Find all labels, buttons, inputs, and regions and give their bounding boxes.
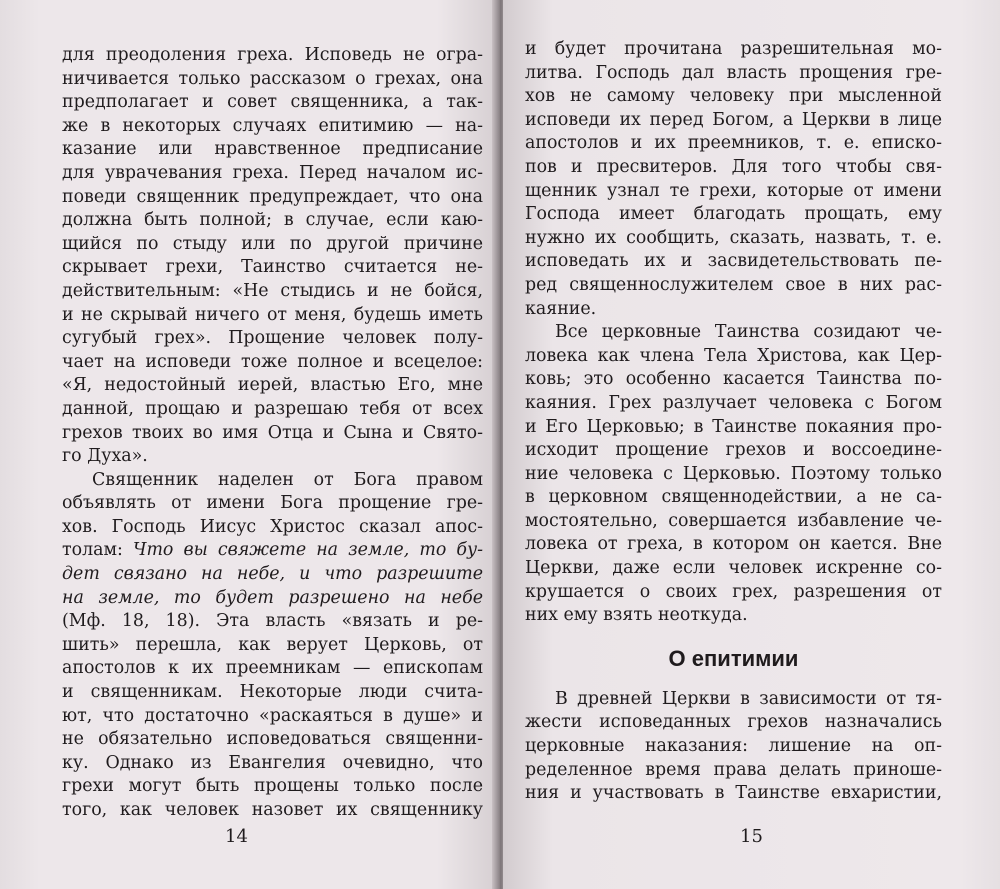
paragraph-3 <box>525 688 942 806</box>
text-line: данной, прощаю и разрешаю тебя от всех <box>62 398 483 419</box>
text-line: действительным: «Не стыдись и не бойся, <box>62 280 483 301</box>
scripture-quote: Что вы свяжете на земле, то бу- <box>133 540 483 561</box>
text-line: и не скрывай ничего от меня, будешь иметь <box>62 304 483 325</box>
text-line: ют, что достаточно «раскаяться в душе» и <box>62 705 483 726</box>
paragraph-1 <box>62 44 483 469</box>
text-line: исповедать их и засвидетельствовать пе- <box>525 251 942 272</box>
text-line: для преодоления греха. Исповедь не огра- <box>62 45 483 65</box>
text-line: и Его Церковью; в Таинстве покаяния про- <box>525 416 942 437</box>
text-line: чает на исповеди тоже полное и всецелое: <box>62 351 483 372</box>
text-line: казание или нравственное предписание <box>62 139 483 160</box>
text-line: ловека от греха, в котором он кается. Вне <box>525 534 942 555</box>
text-line: предполагает и совет священника, а так- <box>62 92 483 113</box>
text-line: ку. Однако из Евангелия очевидно, что <box>62 752 483 773</box>
text-line: того, как человек назовет их священнику <box>62 800 483 820</box>
text-line: должна быть полной; в случае, если каю- <box>62 210 483 231</box>
text-line: грехов твоих во имя Отца и Сына и Свято- <box>62 422 483 443</box>
text-line: же в некоторых случаях епитимию — на- <box>62 115 483 136</box>
text-line: в церковном священнодействии, а не са- <box>525 487 942 508</box>
text-line: ние человека с Церковью. Поэтому только <box>525 463 942 484</box>
text-line: сугубый грех». Прощение человек полу- <box>62 328 483 349</box>
paragraph-2-rest <box>62 610 483 822</box>
page-number: 15 <box>740 826 763 847</box>
text-line: «Я, недостойный иерей, властью Его, мне <box>62 375 483 396</box>
text-line: ния и участвовать в Таинстве евхаристии, <box>525 783 942 804</box>
text-line: грехи могут быть прощены только после <box>62 776 483 797</box>
text-line: (Мф. 18, 18). Эта власть «вязать и ре- <box>62 611 483 632</box>
text-line: Господа имеет благодать прощать, ему <box>525 204 942 225</box>
left-page-text <box>62 44 483 823</box>
text-line: Церкви, даже если человек искренне со- <box>525 558 942 579</box>
text-line: го Духа». <box>62 446 148 467</box>
text-line: крушается о своих грех, разрешения от <box>525 581 942 602</box>
text-line <box>62 587 483 611</box>
text-line: пов и пресвитеров. Для того чтобы свя- <box>525 156 942 177</box>
text-line: мостоятельно, совершается избавление че- <box>525 510 942 531</box>
text-line: щийся по стыду или по другой причине <box>62 233 483 254</box>
paragraph-1 <box>525 38 942 321</box>
text-line: для уврачевания греха. Перед началом ис- <box>62 162 483 183</box>
paragraph-2 <box>525 321 942 628</box>
text-span: толам: <box>62 540 133 561</box>
text-line: каяние. <box>525 298 597 319</box>
text-line: ковь; это особенно касается Таинства по- <box>525 369 942 390</box>
right-page <box>503 0 1000 889</box>
right-page-text <box>525 38 942 806</box>
text-line: объявлять от имени Бога прощение гре- <box>62 493 483 514</box>
page-number: 14 <box>225 826 248 847</box>
text-line: поведи священник предупреждает, что она <box>62 186 483 207</box>
text-line: шить» перешла, как верует Церковь, от <box>62 634 483 655</box>
text-line: жести исповеданных грехов назначались <box>525 712 942 733</box>
text-line: литва. Господь дал власть прощения гре- <box>525 62 942 83</box>
text-line: скрывает грехи, Таинство считается не- <box>62 257 483 278</box>
text-line <box>62 539 483 563</box>
text-line: ловека как члена Тела Христова, как Цер- <box>525 345 942 366</box>
section-heading: О епитимии <box>668 645 799 671</box>
text-line: апостолов и их преемников, т. е. еписко- <box>525 133 942 154</box>
scripture-quote: дет связано на небе, и что разрешите <box>62 564 483 585</box>
text-line: церковные наказания: лишение на оп- <box>525 736 942 757</box>
text-line: каяния. Грех разлучает человека с Богом <box>525 392 942 413</box>
text-line: исходит прощение грехов и воссоедине- <box>525 440 942 461</box>
text-line: апостолов к их преемникам — епископам <box>62 658 483 679</box>
text-line: исповеди их перед Богом, а Церкви в лице <box>525 109 942 130</box>
text-line: ределенное время права делать приноше- <box>525 759 942 780</box>
text-line: Все церковные Таинства созидают че- <box>555 322 942 343</box>
text-line: нужно их сообщить, сказать, назвать, т. е. <box>525 227 942 248</box>
text-line: хов не самому человеку при мысленной <box>525 86 942 107</box>
text-line: Священник наделен от Бога правом <box>92 469 483 490</box>
text-line: не обязательно исповедоваться священни- <box>62 729 483 750</box>
text-line <box>62 563 483 587</box>
left-page <box>0 0 497 889</box>
scripture-quote: на земле, то будет разрешено на небе <box>62 587 483 608</box>
text-line: ничивается только рассказом о грехах, она <box>62 68 483 89</box>
text-line: щенник узнал те грехи, которые от имени <box>525 180 942 201</box>
text-line: В древней Церкви в зависимости от тя- <box>555 688 942 709</box>
text-line: ред священнослужителем свое в них рас- <box>525 274 942 295</box>
text-line: и будет прочитана разрешительная мо- <box>525 39 942 59</box>
text-line: хов. Господь Иисус Христос сказал апос- <box>62 516 483 537</box>
text-line: и священникам. Некоторые люди счита- <box>62 682 483 703</box>
text-line: них ему взять неоткуда. <box>525 605 748 626</box>
paragraph-2 <box>62 469 483 823</box>
